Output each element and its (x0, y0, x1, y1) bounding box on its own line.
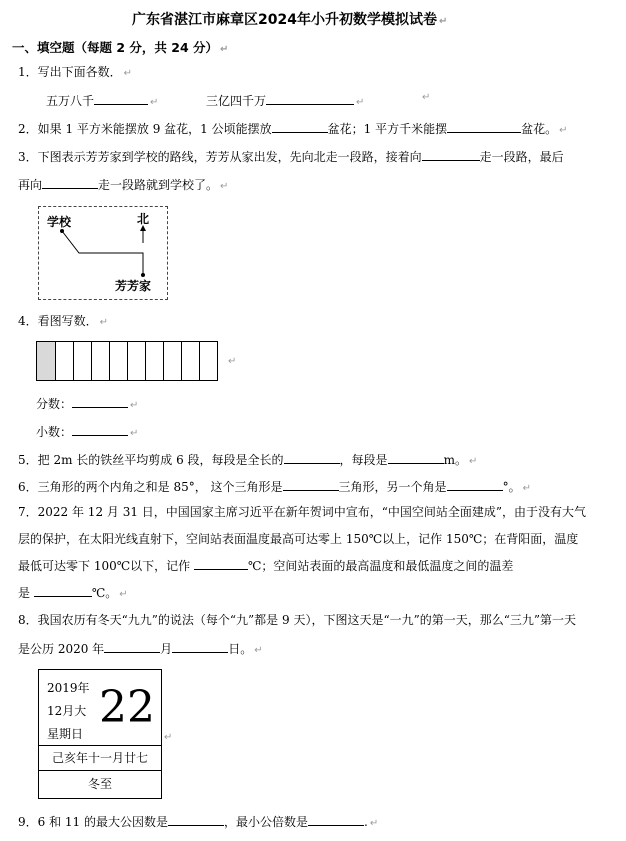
question-7-line1: 7．2022 年 12 月 31 日，中国国家主席习近平在新年贺词中宣布，“中国空间站全面建成”，由于没有大气 (18, 505, 587, 519)
question-1-prompt: 1．写出下面各数． ↵ (18, 65, 133, 79)
fraction-answer: 分数： ↵ (36, 397, 139, 411)
question-3-line2: 再向 走一段路就到学校了。 ↵ (18, 178, 229, 192)
question-5: 5．把 2m 长的铁丝平均剪成 6 段，每段是全长的 ，每段是 m。 ↵ (18, 453, 478, 467)
answer-blank[interactable] (284, 451, 340, 464)
answer-blank[interactable] (272, 120, 328, 133)
paragraph-mark: ↵ (422, 92, 431, 103)
calendar-date-area (39, 670, 161, 746)
question-6: 6．三角形的两个内角之和是 85°， 这个三角形是 三角形，另一个角是 °。 ↵ (18, 480, 531, 494)
question-3-line1: 3．下图表示芳芳家到学校的路线，芳芳从家出发，先向北走一段路，接着向 走一段路，最后 (18, 150, 564, 164)
answer-blank[interactable] (283, 478, 339, 491)
calendar-page (38, 669, 162, 799)
calendar-solar-term: 冬至 (87, 777, 112, 791)
calendar-day: 22 (99, 682, 155, 733)
empty-cell (109, 342, 127, 380)
calendar-lunar-date: 己亥年十一月廿七 (39, 746, 161, 771)
question-9: 9．6 和 11 的最大公因数是 ，最小公倍数是 . ↵ (18, 815, 379, 829)
question-4-prompt: 4．看图写数． ↵ (18, 314, 109, 328)
question-2: 2．如果 1 平方米能摆放 9 盆花，1 公顷能摆放 盆花；1 平方千米能摆 盆花。 ↵ (18, 122, 568, 136)
paragraph-mark: ↵ (164, 732, 173, 743)
shaded-cell (37, 342, 55, 380)
answer-blank[interactable] (388, 451, 444, 464)
answer-blank[interactable] (42, 176, 98, 189)
empty-cell (55, 342, 73, 380)
empty-cell (181, 342, 199, 380)
answer-blank[interactable] (172, 640, 228, 653)
answer-blank[interactable] (104, 640, 160, 653)
empty-cell (73, 342, 91, 380)
answer-blank[interactable] (266, 92, 354, 105)
section-heading: 一、填空题（每题 2 分，共 24 分） ↵ (12, 40, 229, 55)
empty-cell (163, 342, 181, 380)
fraction-strip (36, 341, 218, 381)
answer-blank[interactable] (72, 423, 128, 436)
calendar-month: 12月大 (47, 704, 87, 718)
question-7-line2: 层的保护，在太阳光线直射下，空间站表面温度最高可达零上 150℃以上，记作 150℃；在背阳面，温度 (18, 532, 579, 546)
map-label-north: 北 (137, 212, 150, 226)
answer-blank[interactable] (422, 148, 480, 161)
answer-blank[interactable] (72, 395, 128, 408)
answer-blank[interactable] (447, 120, 521, 133)
empty-cell (127, 342, 145, 380)
empty-cell (199, 342, 217, 380)
answer-blank[interactable] (94, 92, 148, 105)
answer-blank[interactable] (447, 478, 503, 491)
question-1-a: 五万八千 ↵ (46, 94, 159, 108)
map-label-school: 学校 (47, 215, 72, 229)
question-7-line3: 最低可达零下 100℃以下，记作 ℃；空间站表面的最高温度和最低温度之间的温差 (18, 559, 514, 573)
calendar-year: 2019年 (47, 681, 90, 695)
question-8-line1: 8．我国农历有冬天“九九”的说法（每个“九”都是 9 天），下图这天是“一九”的第一天，那么“三九”第一天 (18, 613, 576, 627)
route-map (38, 206, 168, 300)
answer-blank[interactable] (34, 584, 92, 597)
map-label-home: 芳芳家 (115, 279, 152, 293)
calendar-weekday: 星期日 (47, 727, 84, 741)
question-7-line4: 是 ℃。 ↵ (18, 586, 128, 600)
answer-blank[interactable] (168, 813, 224, 826)
empty-cell (145, 342, 163, 380)
question-8-line2: 是公历 2020 年 月 日。 ↵ (18, 642, 263, 656)
paragraph-mark: ↵ (228, 356, 237, 367)
exam-title: 广东省湛江市麻章区2024年小升初数学模拟试卷 ↵ (132, 12, 448, 28)
question-1-b: 三亿四千万 ↵ (206, 94, 365, 108)
decimal-answer: 小数： ↵ (36, 425, 139, 439)
answer-blank[interactable] (308, 813, 364, 826)
empty-cell (91, 342, 109, 380)
answer-blank[interactable] (194, 557, 248, 570)
